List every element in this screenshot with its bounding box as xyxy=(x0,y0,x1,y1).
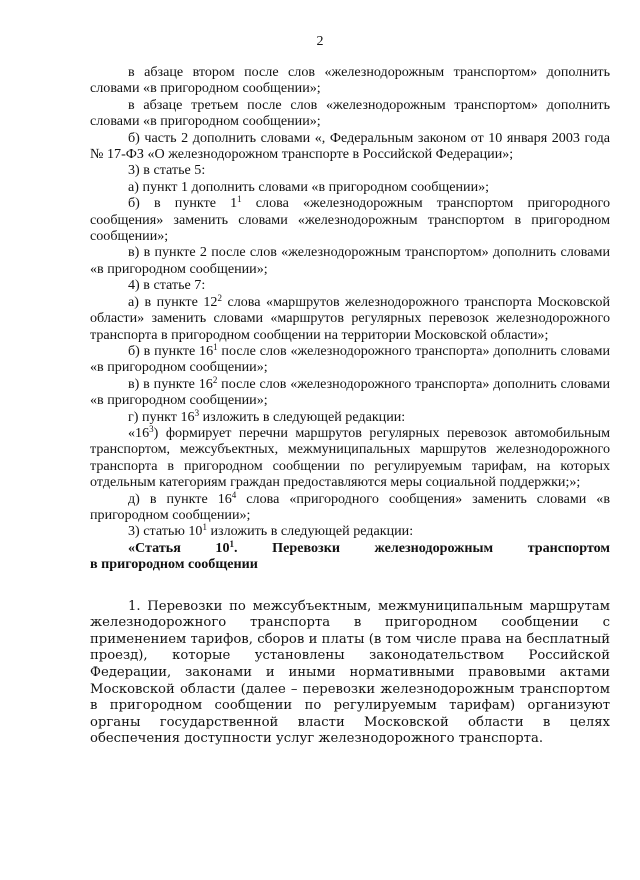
paragraph-13-superscript: 3 xyxy=(149,423,154,434)
article-heading-superscript: 1 xyxy=(229,538,235,549)
document-body xyxy=(90,64,610,748)
paragraph-15-text-a: 3) статью 10 xyxy=(128,523,203,540)
paragraph-6-text-b: слова «железнодорожным транспортом пригородного сообщения» заменить словами «железнодорожным транспортом в пригородном сообщении»; xyxy=(90,195,610,245)
paragraph-6-superscript: 1 xyxy=(237,194,242,205)
paragraph-11-text-b: после слов «железнодорожного транспорта» дополнить словами «в пригородном сообщении»; xyxy=(90,375,610,409)
paragraph-13-text-b: ) формирует перечни маршрутов регулярных перевозок автомобильным транспортом, межсубъектных, межмуниципальных маршрутов железнодорожного транспорта в пригородном сообщении по регулируемым тарифам, на которых отдельным категориям граждан предоставляются меры социальной поддержки;»; xyxy=(90,424,610,491)
article-heading-text-a: «Статья 10 xyxy=(128,539,230,556)
paragraph-6 xyxy=(90,195,610,244)
paragraph-15-text-b: изложить в следующей редакции: xyxy=(206,523,414,540)
article-heading xyxy=(90,540,610,556)
paragraph-3: б) часть 2 дополнить словами «, Федеральным законом от 10 января 2003 года № 17-ФЗ «О железнодорожном транспорте в Российской Федерации»; xyxy=(90,129,610,163)
paragraph-13-text-a: «16 xyxy=(128,424,150,441)
article-section-1: 1. Перевозки по межсубъектным, межмуниципальным маршрутам железнодорожного транспорта в пригородном сообщении с применением тарифов, сборов и платы (в том числе права на бесплатный проезд), которые установлены законодательством Российской Федерации, законами и иными нормативными правовыми актами Московской области (далее – перевозки железнодорожным транспортом в пригородном сообщении по регулируемым тарифам) организуют органы государственной власти Московской области в целях обеспечения доступности услуг железнодорожного транспорта. xyxy=(90,598,610,747)
paragraph-9-text-a: а) в пункте 12 xyxy=(128,293,218,310)
spacer xyxy=(90,573,610,599)
paragraph-10-text-b: после слов «железнодорожного транспорта» дополнить словами «в пригородном сообщении»; xyxy=(90,342,610,376)
paragraph-10 xyxy=(90,343,610,376)
paragraph-11 xyxy=(90,376,610,409)
paragraph-12-superscript: 3 xyxy=(194,407,200,418)
paragraph-12 xyxy=(90,409,610,425)
paragraph-10-text-a: б) в пункте 16 xyxy=(128,342,214,359)
paragraph-12-text-a: г) пункт 16 xyxy=(128,408,195,425)
paragraph-2: в абзаце третьем после слов «железнодорожным транспортом» дополнить словами «в пригородном сообщении»; xyxy=(90,96,610,130)
paragraph-9-superscript: 2 xyxy=(217,292,222,303)
paragraph-9-text-b: слова «маршрутов железнодорожного транспорта Московской области» заменить словами «маршрутов регулярных перевозок железнодорожного транспорта в пригородном сообщении на территории Московской области»; xyxy=(90,293,610,343)
paragraph-14-text-b: слова «пригородного сообщения» заменить словами «в пригородном сообщении»; xyxy=(90,490,611,523)
page-number: 2 xyxy=(316,34,324,49)
paragraph-12-text-b: изложить в следующей редакции: xyxy=(199,408,406,425)
paragraph-6-text-a: б) в пункте 1 xyxy=(128,195,238,212)
article-heading-text-b: . Перевозки железнодорожным транспортом xyxy=(234,539,610,556)
paragraph-11-superscript: 2 xyxy=(212,374,218,385)
paragraph-11-text-a: в) в пункте 16 xyxy=(128,375,213,392)
paragraph-13 xyxy=(90,425,610,491)
article-heading-line-2: в пригородном сообщении xyxy=(90,556,258,573)
paragraph-15-superscript: 1 xyxy=(202,522,207,533)
paragraph-14-superscript: 4 xyxy=(231,489,237,500)
paragraph-15 xyxy=(90,523,610,539)
paragraph-1: в абзаце втором после слов «железнодорожным транспортом» дополнить словами «в пригородном сообщении»; xyxy=(90,64,610,97)
paragraph-10-superscript: 1 xyxy=(213,341,218,352)
paragraph-5: а) пункт 1 дополнить словами «в пригородном сообщении»; xyxy=(128,178,490,195)
paragraph-14-text-a: д) в пункте 16 xyxy=(128,490,232,507)
paragraph-14 xyxy=(90,491,610,524)
paragraph-8: 4) в статье 7: xyxy=(128,277,206,294)
paragraph-7: в) в пункте 2 после слов «железнодорожным транспортом» дополнить словами «в пригородном сообщении»; xyxy=(90,244,610,277)
paragraph-4: 3) в статье 5: xyxy=(128,162,206,179)
paragraph-9 xyxy=(90,294,610,343)
